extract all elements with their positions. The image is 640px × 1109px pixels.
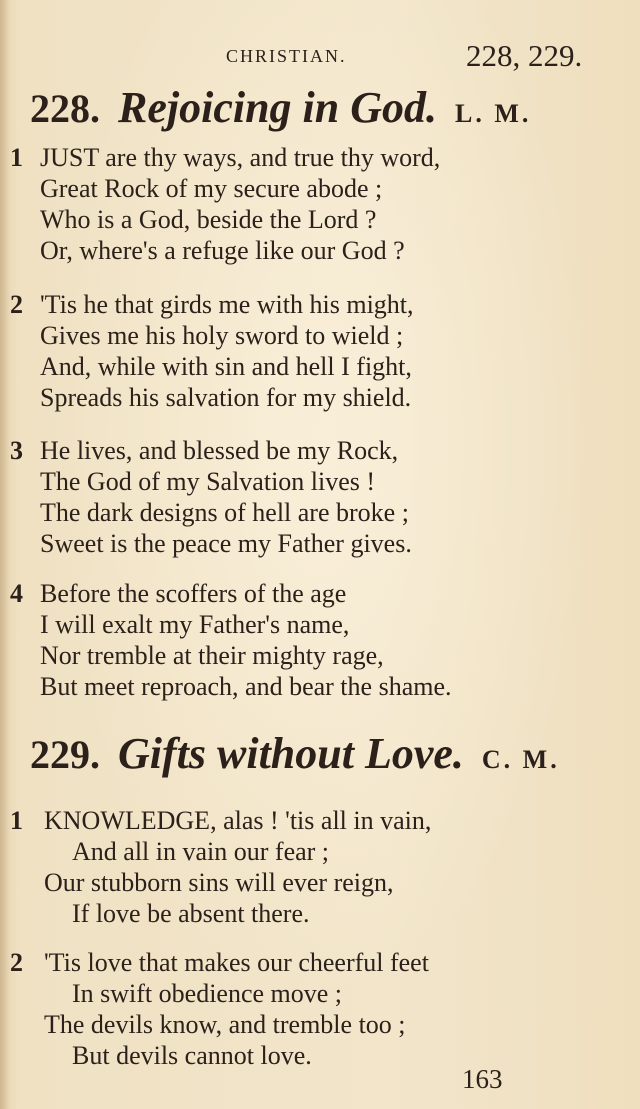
verse-line — [8, 382, 628, 413]
verse-text: The dark designs of hell are broke ; — [40, 498, 409, 527]
verse-text: Gives me his holy sword to wield ; — [40, 321, 404, 350]
verse-text: Our stubborn sins will ever reign, — [44, 868, 394, 897]
verse-text: The devils know, and tremble too ; — [44, 1010, 406, 1039]
verse-line — [8, 351, 628, 382]
running-head-title: CHRISTIAN. — [226, 46, 347, 66]
verse-text: JUST are thy ways, and true thy word, — [40, 143, 441, 172]
stanza-228-2 — [8, 289, 628, 413]
verse-line — [8, 235, 628, 266]
verse-line — [8, 142, 628, 173]
hymn-meter: C. M. — [481, 745, 560, 774]
verse-line — [8, 898, 628, 929]
verse-line — [8, 466, 628, 497]
page-number: 163 — [462, 1064, 503, 1094]
stanza-229-1 — [8, 805, 628, 929]
verse-line — [8, 578, 628, 609]
verse-line — [8, 173, 628, 204]
verse-text: Sweet is the peace my Father gives. — [40, 529, 412, 558]
verse-line — [8, 671, 628, 702]
stanza-number: 1 — [10, 143, 23, 172]
stanza-228-3 — [8, 435, 628, 559]
hymn-number: 228. — [30, 86, 100, 131]
verse-line — [8, 1009, 628, 1040]
verse-line — [8, 435, 628, 466]
verse-line — [8, 204, 628, 235]
stanza-number: 3 — [10, 436, 23, 465]
verse-text: KNOWLEDGE, alas ! 'tis all in vain, — [44, 806, 432, 835]
verse-line — [8, 867, 628, 898]
verse-line — [8, 289, 628, 320]
verse-text: Great Rock of my secure abode ; — [40, 174, 383, 203]
stanza-number: 2 — [10, 290, 23, 319]
verse-line — [8, 836, 628, 867]
verse-line — [8, 978, 628, 1009]
verse-line — [8, 1040, 628, 1071]
stanza-228-1 — [8, 142, 628, 266]
hymn-title: Gifts without Love. — [118, 729, 464, 778]
running-head-numbers: 228, 229. — [466, 38, 583, 73]
verse-text: 'Tis love that makes our cheerful feet — [44, 948, 429, 977]
stanza-number: 1 — [10, 806, 23, 835]
verse-text: 'Tis he that girds me with his might, — [40, 290, 414, 319]
verse-text: Who is a God, beside the Lord ? — [40, 205, 377, 234]
stanza-number: 4 — [10, 579, 23, 608]
verse-text: In swift obedience move ; — [72, 979, 343, 1008]
verse-text: Spreads his salvation for my shield. — [40, 383, 412, 412]
verse-text: Before the scoffers of the age — [40, 579, 347, 608]
verse-text: But meet reproach, and bear the shame. — [40, 672, 452, 701]
stanza-229-2 — [8, 947, 628, 1071]
verse-text: If love be absent there. — [72, 899, 310, 928]
verse-line — [8, 320, 628, 351]
verse-text: And, while with sin and hell I fight, — [40, 352, 412, 381]
verse-text: He lives, and blessed be my Rock, — [40, 436, 399, 465]
verse-text: I will exalt my Father's name, — [40, 610, 350, 639]
stanza-number: 2 — [10, 948, 23, 977]
verse-line — [8, 609, 628, 640]
verse-text: The God of my Salvation lives ! — [40, 467, 376, 496]
hymn-number: 229. — [30, 732, 100, 777]
hymn-heading-229 — [30, 728, 560, 778]
verse-line — [8, 947, 628, 978]
stanza-228-4 — [8, 578, 628, 702]
verse-line — [8, 805, 628, 836]
hymn-heading-228 — [30, 82, 531, 132]
verse-text: And all in vain our fear ; — [72, 837, 330, 866]
verse-line — [8, 640, 628, 671]
verse-text: Or, where's a refuge like our God ? — [40, 236, 405, 265]
verse-text: Nor tremble at their mighty rage, — [40, 641, 384, 670]
hymn-title: Rejoicing in God. — [118, 83, 438, 132]
running-head — [0, 40, 640, 80]
verse-line — [8, 528, 628, 559]
verse-line — [8, 497, 628, 528]
hymn-meter: L. M. — [455, 99, 532, 128]
verse-text: But devils cannot love. — [72, 1041, 312, 1070]
